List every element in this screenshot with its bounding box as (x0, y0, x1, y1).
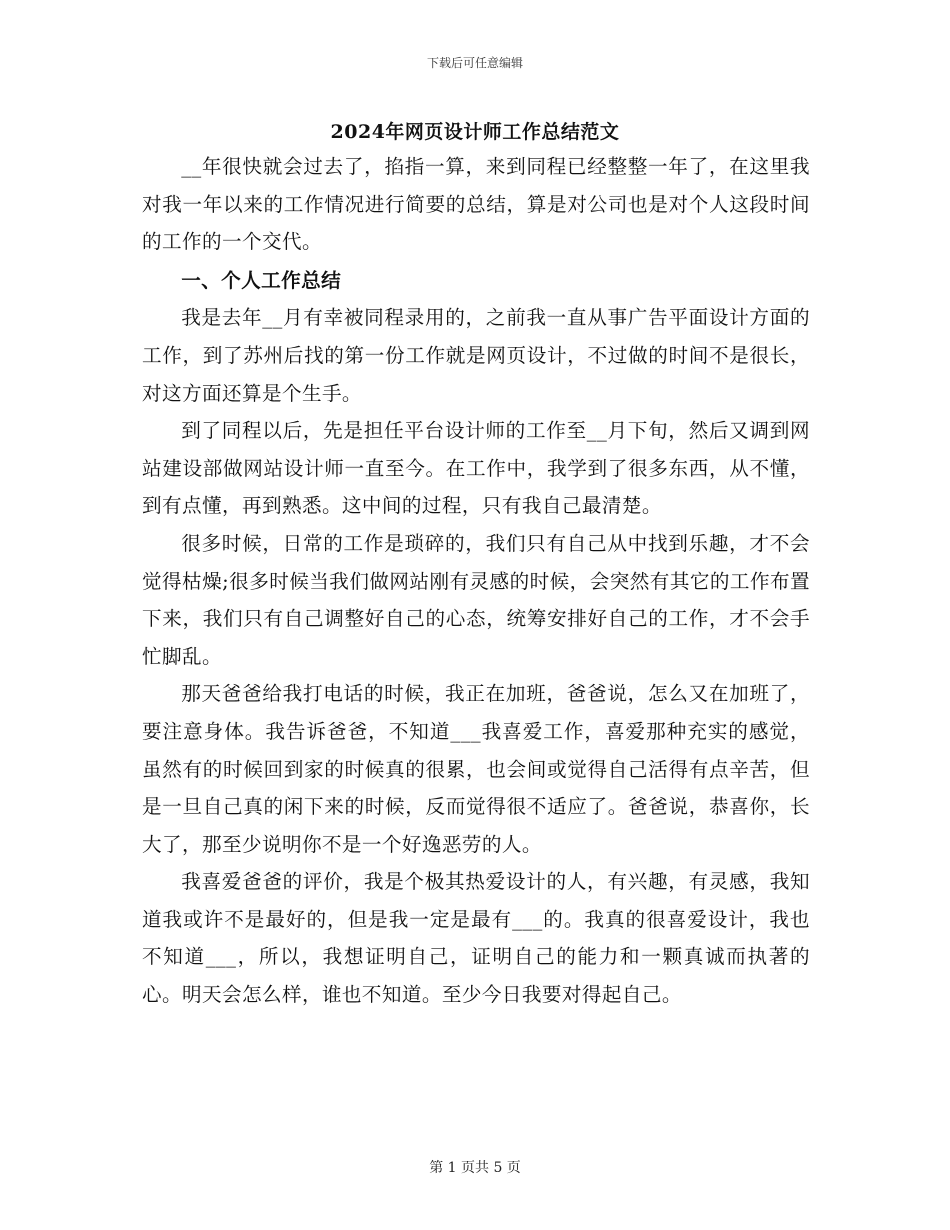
section-heading-personal-summary: 一、个人工作总结 (181, 268, 342, 292)
paragraph-daily-work: 很多时候，日常的工作是琐碎的，我们只有自己从中找到乐趣，才不会觉得枯燥;很多时候当我们做网站刚有灵感的时候，会突然有其它的工作布置下来，我们只有自己调整好自己的心态，统筹安排好自己的工作，才不会手忙脚乱。 (142, 531, 810, 668)
paragraph-intro: __年很快就会过去了，掐指一算，来到同程已经整整一年了，在这里我对我一年以来的工作情况进行简要的总结，算是对公司也是对个人这段时间的工作的一个交代。 (142, 155, 810, 254)
document-body (142, 148, 810, 1014)
paragraph-background: 我是去年__月有幸被同程录用的，之前我一直从事广告平面设计方面的工作，到了苏州后找的第一份工作就是网页设计，不过做的时间不是很长，对这方面还算是个生手。 (142, 306, 810, 405)
header-note: 下载后可任意编辑 (426, 56, 523, 70)
paragraph-role-history: 到了同程以后，先是担任平台设计师的工作至__月下旬，然后又调到网站建设部做网站设计师一直至今。在工作中，我学到了很多东西，从不懂，到有点懂，再到熟悉。这中间的过程，只有我自己最清楚。 (142, 419, 810, 518)
paragraph-father-call: 那天爸爸给我打电话的时候，我正在加班，爸爸说，怎么又在加班了，要注意身体。我告诉爸爸，不知道___我喜爱工作，喜爱那种充实的感觉，虽然有的时候回到家的时候真的很累，也会间或觉得自己活得有点辛苦，但是一旦自己真的闲下来的时候，反而觉得很不适应了。爸爸说，恭喜你，长大了，那至少说明你不是一个好逸恶劳的人。 (142, 682, 810, 856)
document-title: 2024年网页设计师工作总结范文 (330, 121, 620, 143)
page-number-footer: 第 1 页共 5 页 (429, 1160, 521, 1176)
paragraph-passion: 我喜爱爸爸的评价，我是个极其热爱设计的人，有兴趣，有灵感，我知道我或许不是最好的，但是我一定是最有___的。我真的很喜爱设计，我也不知道___，所以，我想证明自己，证明自己的能力和一颗真诚而执著的心。明天会怎么样，谁也不知道。至少今日我要对得起自己。 (142, 870, 810, 1007)
